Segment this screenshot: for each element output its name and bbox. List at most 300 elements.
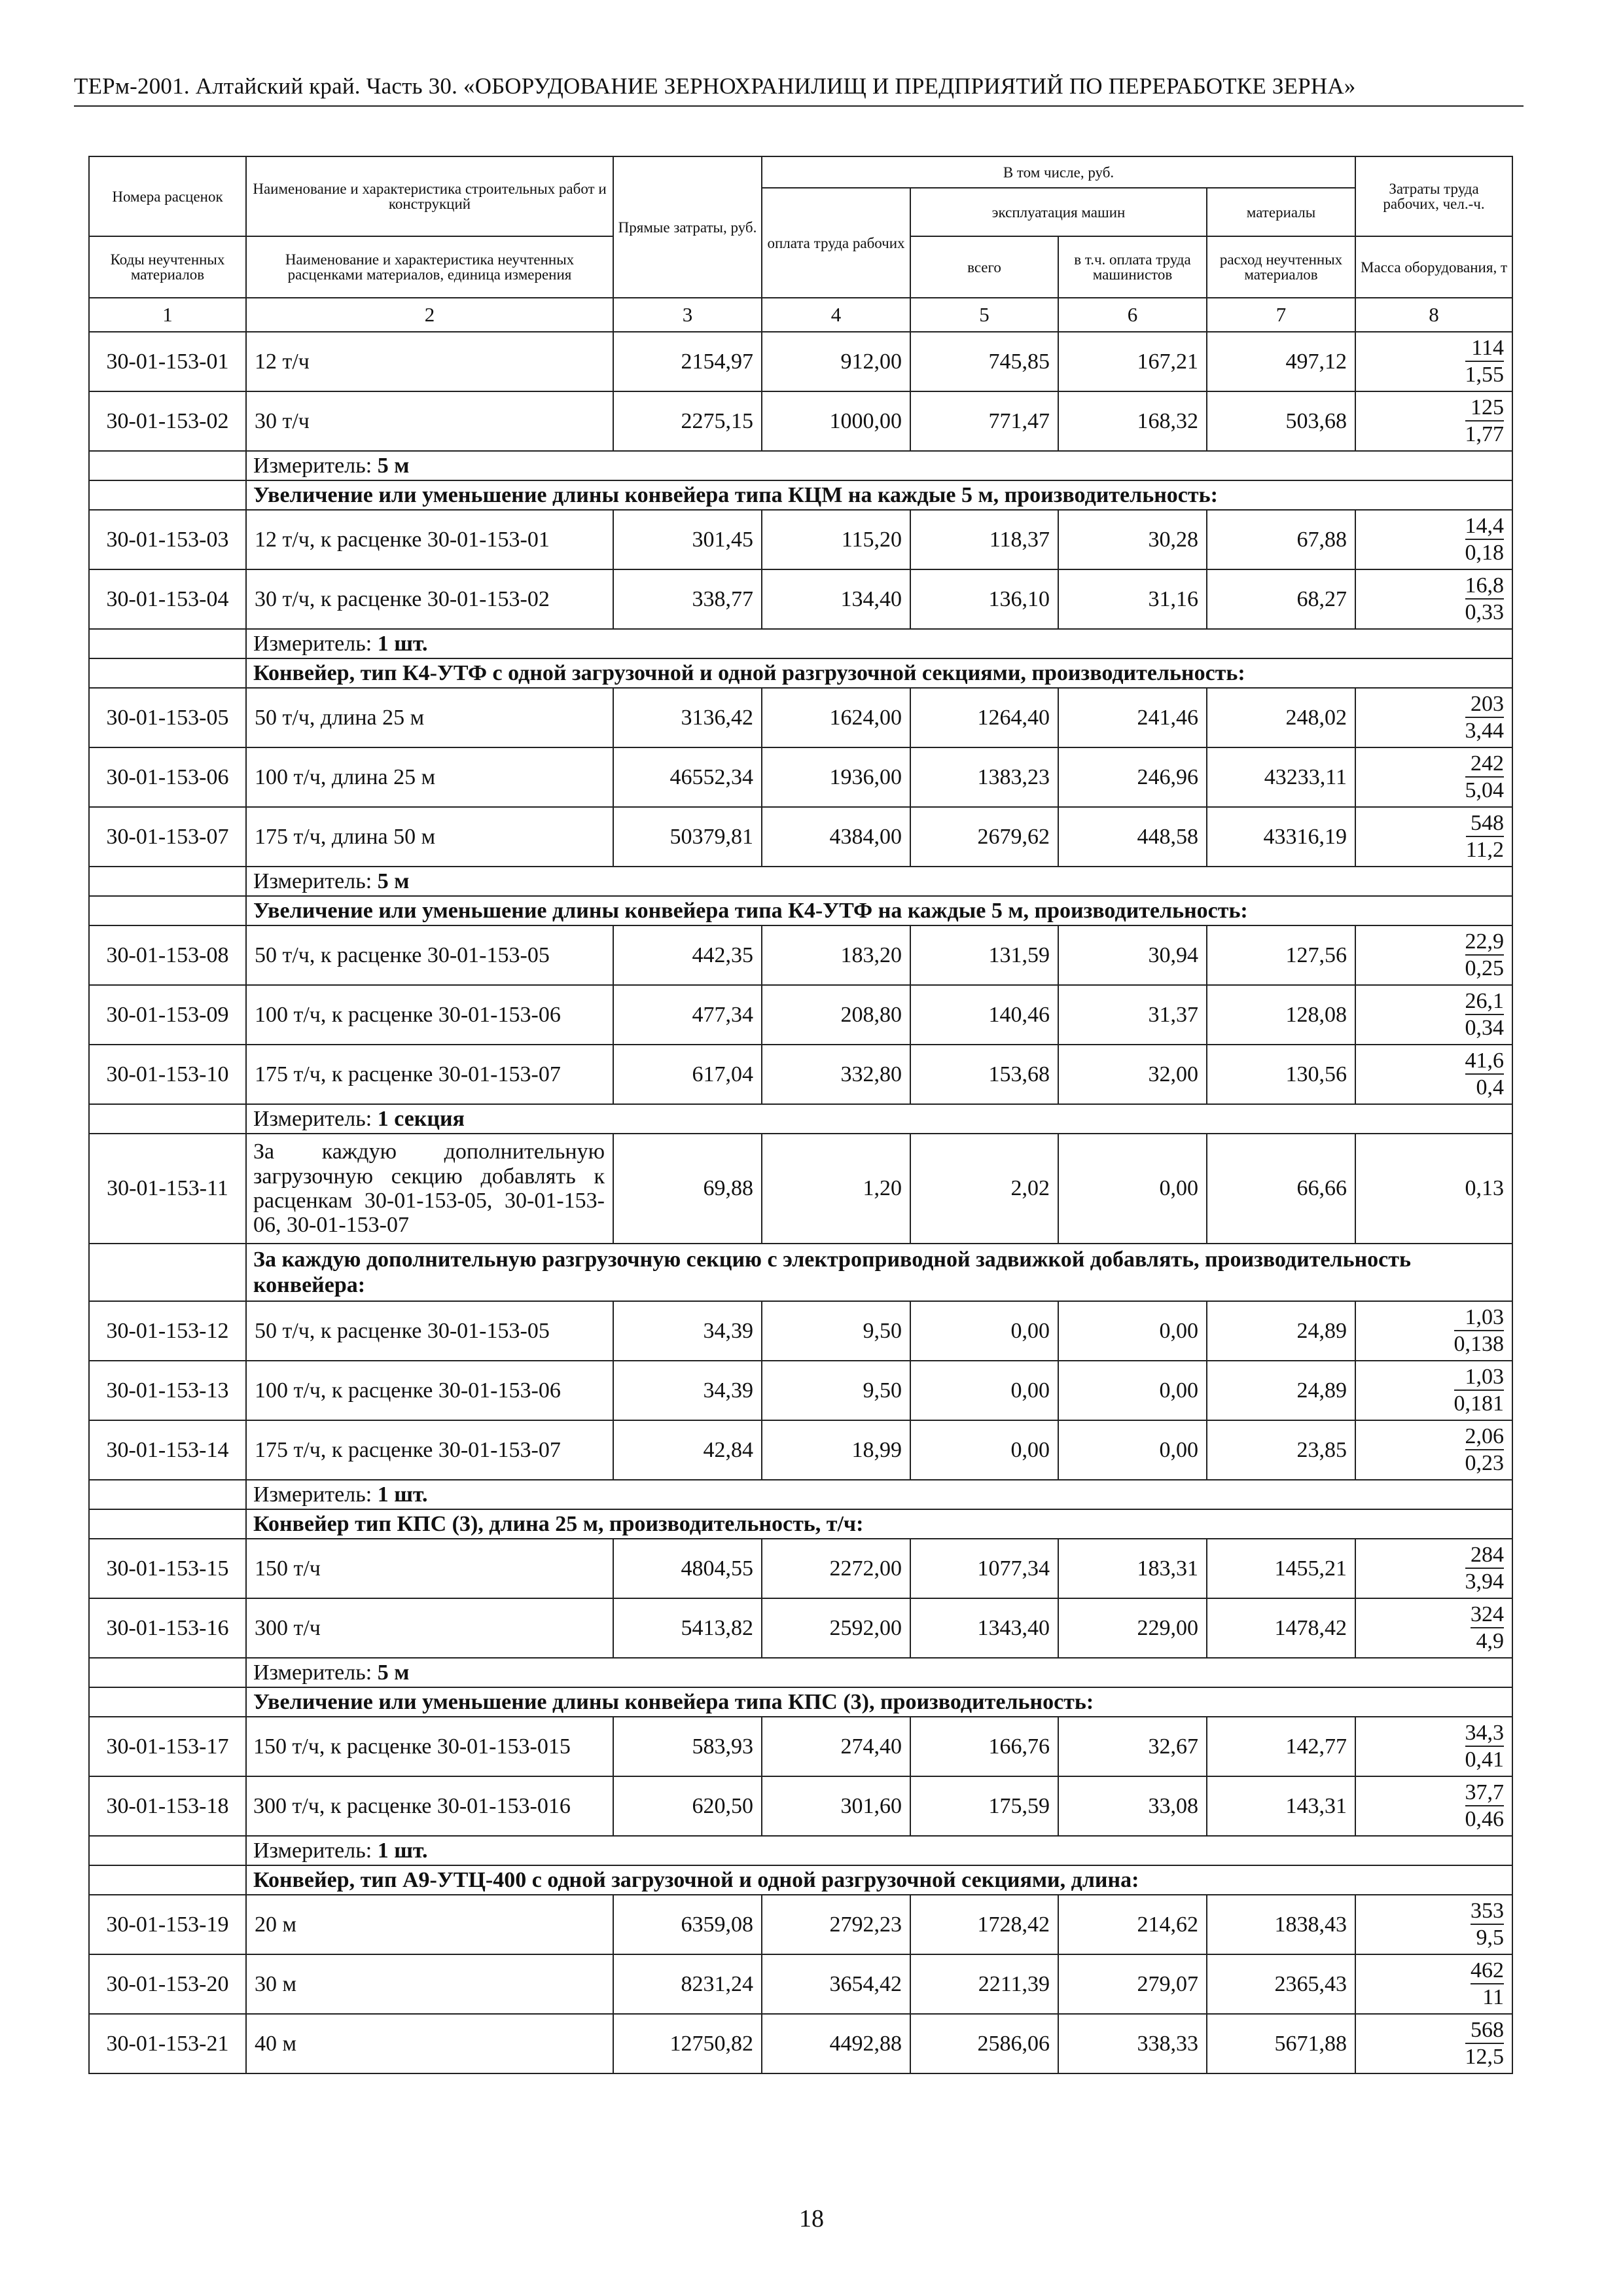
- header-name-top: Наименование и характеристика строительных работ и конструкций: [246, 156, 613, 236]
- measure-spacer: [89, 1480, 246, 1509]
- machines-total: 1264,40: [910, 688, 1058, 747]
- labor-cost-and-mass: [1355, 1954, 1512, 2014]
- measure-value: 5 м: [377, 453, 410, 478]
- measure-label: Измеритель:: [253, 631, 372, 656]
- direct-costs: 617,04: [613, 1045, 762, 1104]
- labor-mass-fraction: [1465, 930, 1505, 980]
- section-heading: Конвейер, тип А9-УТЦ-400 с одной загрузочной и одной разгрузочной секциями, длина:: [246, 1865, 1512, 1895]
- rate-code: 30-01-153-20: [89, 1954, 246, 2014]
- direct-costs: 6359,08: [613, 1895, 762, 1954]
- rate-code: 30-01-153-16: [89, 1598, 246, 1658]
- labor-mass-fraction: [1465, 396, 1505, 446]
- machines-labor-pay: 30,94: [1058, 925, 1207, 985]
- rate-code: 30-01-153-02: [89, 391, 246, 451]
- header-labor-pay: оплата труда рабочих: [762, 188, 910, 298]
- section-heading-row: [89, 1509, 1512, 1539]
- direct-costs: 8231,24: [613, 1954, 762, 2014]
- rate-code: 30-01-153-19: [89, 1895, 246, 1954]
- rate-code: 30-01-153-07: [89, 807, 246, 867]
- machines-total: 175,59: [910, 1776, 1058, 1836]
- equipment-mass: 0,138: [1454, 1331, 1505, 1356]
- measure-row: [89, 1480, 1512, 1509]
- labor-cost-and-mass: [1355, 1717, 1512, 1776]
- labor-cost-and-mass: [1355, 391, 1512, 451]
- direct-costs: 477,34: [613, 985, 762, 1045]
- section-heading-row: [89, 1687, 1512, 1717]
- machines-total: 1383,23: [910, 747, 1058, 807]
- rate-code: 30-01-153-21: [89, 2014, 246, 2073]
- equipment-mass: 3,44: [1465, 718, 1505, 743]
- labor-cost-single: 0,13: [1355, 1134, 1512, 1244]
- machines-labor-pay: 33,08: [1058, 1776, 1207, 1836]
- labor-cost-and-mass: [1355, 1420, 1512, 1480]
- rate-code: 30-01-153-14: [89, 1420, 246, 1480]
- materials: 127,56: [1207, 925, 1355, 985]
- rate-code: 30-01-153-12: [89, 1301, 246, 1361]
- labor-mass-fraction: [1465, 574, 1505, 624]
- labor-mass-fraction: [1465, 1781, 1505, 1831]
- labor-hours: 2,06: [1465, 1425, 1505, 1450]
- table-row: [89, 1361, 1512, 1420]
- equipment-mass: 12,5: [1465, 2044, 1505, 2069]
- rate-name: 150 т/ч: [246, 1539, 613, 1598]
- rate-name: 175 т/ч, к расценке 30-01-153-07: [246, 1420, 613, 1480]
- equipment-mass: 11: [1482, 1984, 1505, 2009]
- column-number: 6: [1058, 298, 1207, 332]
- labor-cost-and-mass: [1355, 807, 1512, 867]
- measure-value: 1 шт.: [377, 1838, 428, 1863]
- table-row: [89, 985, 1512, 1045]
- labor-hours: 22,9: [1465, 930, 1505, 956]
- labor-mass-fraction: [1465, 336, 1505, 386]
- header-labor-cost: Затраты труда рабочих, чел.-ч.: [1355, 156, 1512, 236]
- materials: 143,31: [1207, 1776, 1355, 1836]
- labor-pay: 3654,42: [762, 1954, 910, 2014]
- labor-mass-fraction: [1465, 514, 1505, 564]
- materials: 5671,88: [1207, 2014, 1355, 2073]
- rate-name: 30 т/ч, к расценке 30-01-153-02: [246, 569, 613, 629]
- header-codes-top: Номера расценок: [89, 156, 246, 236]
- machines-total: 2586,06: [910, 2014, 1058, 2073]
- equipment-mass: 0,33: [1465, 600, 1505, 624]
- labor-hours: 41,6: [1465, 1049, 1505, 1075]
- labor-mass-fraction: [1454, 1365, 1505, 1415]
- labor-mass-fraction: [1465, 752, 1505, 802]
- machines-labor-pay: 31,37: [1058, 985, 1207, 1045]
- section-heading-row: [89, 1865, 1512, 1895]
- labor-hours: 114: [1465, 336, 1505, 362]
- table-row: [89, 1045, 1512, 1104]
- direct-costs: 5413,82: [613, 1598, 762, 1658]
- labor-mass-fraction: [1465, 990, 1505, 1039]
- labor-pay: 2272,00: [762, 1539, 910, 1598]
- rate-name: 40 м: [246, 2014, 613, 2073]
- materials: 68,27: [1207, 569, 1355, 629]
- labor-mass-fraction: [1465, 692, 1505, 742]
- labor-cost-and-mass: [1355, 1361, 1512, 1420]
- labor-hours: 324: [1471, 1603, 1504, 1628]
- labor-hours: 26,1: [1465, 990, 1505, 1015]
- materials: 142,77: [1207, 1717, 1355, 1776]
- labor-pay: 4492,88: [762, 2014, 910, 2073]
- materials: 1478,42: [1207, 1598, 1355, 1658]
- machines-labor-pay: 168,32: [1058, 391, 1207, 451]
- measure-spacer: [89, 1104, 246, 1134]
- labor-pay: 208,80: [762, 985, 910, 1045]
- header-name-bottom: Наименование и характеристика неучтенных расценками материалов, единица измерения: [246, 236, 613, 298]
- measure-row: [89, 1836, 1512, 1865]
- rate-name: 30 м: [246, 1954, 613, 2014]
- header-materials-unaccounted: расход неучтенных материалов: [1207, 236, 1355, 298]
- rate-code: 30-01-153-17: [89, 1717, 246, 1776]
- table-row: [89, 1776, 1512, 1836]
- machines-total: 745,85: [910, 332, 1058, 391]
- labor-pay: 301,60: [762, 1776, 910, 1836]
- machines-total: 118,37: [910, 510, 1058, 569]
- equipment-mass: 0,181: [1454, 1391, 1505, 1416]
- table-row: [89, 1420, 1512, 1480]
- rate-name: 175 т/ч, длина 50 м: [246, 807, 613, 867]
- section-spacer: [89, 1865, 246, 1895]
- header-direct-costs: Прямые затраты, руб.: [613, 156, 762, 298]
- materials: 24,89: [1207, 1361, 1355, 1420]
- materials: 43233,11: [1207, 747, 1355, 807]
- labor-cost-and-mass: [1355, 1598, 1512, 1658]
- rate-name: 175 т/ч, к расценке 30-01-153-07: [246, 1045, 613, 1104]
- labor-hours: 14,4: [1465, 514, 1505, 540]
- materials: 24,89: [1207, 1301, 1355, 1361]
- labor-hours: 353: [1471, 1899, 1504, 1925]
- equipment-mass: 0,41: [1465, 1747, 1505, 1772]
- machines-labor-pay: 214,62: [1058, 1895, 1207, 1954]
- section-spacer: [89, 896, 246, 925]
- labor-cost-and-mass: [1355, 688, 1512, 747]
- header-materials: материалы: [1207, 188, 1355, 236]
- table-row: [89, 1954, 1512, 2014]
- materials: 2365,43: [1207, 1954, 1355, 2014]
- rates-table: [88, 156, 1513, 2074]
- machines-labor-pay: 0,00: [1058, 1134, 1207, 1244]
- labor-mass-fraction: [1465, 2018, 1505, 2068]
- labor-mass-fraction: [1454, 1306, 1505, 1355]
- equipment-mass: 9,5: [1476, 1925, 1505, 1950]
- section-heading-row: [89, 480, 1512, 510]
- column-number: 1: [89, 298, 246, 332]
- measure-label: Измеритель:: [253, 1106, 372, 1131]
- table-row: [89, 569, 1512, 629]
- labor-pay: 9,50: [762, 1301, 910, 1361]
- machines-labor-pay: 279,07: [1058, 1954, 1207, 2014]
- measure-cell: [246, 1480, 1512, 1509]
- labor-pay: 274,40: [762, 1717, 910, 1776]
- column-number: 2: [246, 298, 613, 332]
- column-number: 8: [1355, 298, 1512, 332]
- table-row: [89, 391, 1512, 451]
- measure-cell: [246, 1836, 1512, 1865]
- measure-row: [89, 1658, 1512, 1687]
- header-equipment-mass: Масса оборудования, т: [1355, 236, 1512, 298]
- rate-code: 30-01-153-15: [89, 1539, 246, 1598]
- labor-cost-and-mass: [1355, 747, 1512, 807]
- materials: 130,56: [1207, 1045, 1355, 1104]
- direct-costs: 4804,55: [613, 1539, 762, 1598]
- labor-hours: 242: [1465, 752, 1505, 778]
- table-row: [89, 688, 1512, 747]
- measure-row: [89, 451, 1512, 480]
- measure-row: [89, 629, 1512, 658]
- section-spacer: [89, 1244, 246, 1301]
- labor-pay: 1000,00: [762, 391, 910, 451]
- machines-total: 166,76: [910, 1717, 1058, 1776]
- rate-code: 30-01-153-09: [89, 985, 246, 1045]
- direct-costs: 12750,82: [613, 2014, 762, 2073]
- direct-costs: 69,88: [613, 1134, 762, 1244]
- labor-hours: 34,3: [1465, 1721, 1505, 1747]
- direct-costs: 46552,34: [613, 747, 762, 807]
- header-codes-bottom: Коды неучтенных материалов: [89, 236, 246, 298]
- machines-labor-pay: 0,00: [1058, 1301, 1207, 1361]
- table-row: [89, 1301, 1512, 1361]
- direct-costs: 2154,97: [613, 332, 762, 391]
- section-spacer: [89, 658, 246, 688]
- table-row: [89, 1717, 1512, 1776]
- rate-name: 300 т/ч: [246, 1598, 613, 1658]
- header-machines-total: всего: [910, 236, 1058, 298]
- labor-cost-and-mass: [1355, 569, 1512, 629]
- equipment-mass: 0,18: [1465, 540, 1505, 565]
- direct-costs: 2275,15: [613, 391, 762, 451]
- labor-hours: 1,03: [1454, 1365, 1505, 1391]
- column-number: 3: [613, 298, 762, 332]
- rate-name: 12 т/ч, к расценке 30-01-153-01: [246, 510, 613, 569]
- measure-value: 5 м: [377, 1660, 410, 1685]
- table-row: [89, 807, 1512, 867]
- machines-total: 1343,40: [910, 1598, 1058, 1658]
- section-spacer: [89, 480, 246, 510]
- rate-code: 30-01-153-08: [89, 925, 246, 985]
- labor-mass-fraction: [1471, 1959, 1504, 2009]
- labor-hours: 125: [1465, 396, 1505, 422]
- machines-labor-pay: 32,00: [1058, 1045, 1207, 1104]
- column-number: 5: [910, 298, 1058, 332]
- table-row: [89, 747, 1512, 807]
- machines-total: 0,00: [910, 1301, 1058, 1361]
- machines-total: 2679,62: [910, 807, 1058, 867]
- equipment-mass: 0,46: [1465, 1806, 1505, 1831]
- section-heading: Увеличение или уменьшение длины конвейера типа КПС (3), производительность:: [246, 1687, 1512, 1717]
- measure-value: 1 шт.: [377, 1482, 428, 1507]
- labor-mass-fraction: [1465, 1425, 1505, 1475]
- machines-labor-pay: 448,58: [1058, 807, 1207, 867]
- rate-code: 30-01-153-11: [89, 1134, 246, 1244]
- section-heading: Конвейер, тип К4-УТФ с одной загрузочной и одной разгрузочной секциями, производительность:: [246, 658, 1512, 688]
- labor-cost-and-mass: [1355, 1776, 1512, 1836]
- direct-costs: 42,84: [613, 1420, 762, 1480]
- labor-pay: 1,20: [762, 1134, 910, 1244]
- labor-pay: 332,80: [762, 1045, 910, 1104]
- direct-costs: 338,77: [613, 569, 762, 629]
- section-heading-row: [89, 1244, 1512, 1301]
- measure-cell: [246, 1104, 1512, 1134]
- machines-labor-pay: 183,31: [1058, 1539, 1207, 1598]
- measure-value: 1 шт.: [377, 631, 428, 656]
- rate-code: 30-01-153-13: [89, 1361, 246, 1420]
- machines-labor-pay: 246,96: [1058, 747, 1207, 807]
- section-heading: Увеличение или уменьшение длины конвейера типа К4-УТФ на каждые 5 м, производительность:: [246, 896, 1512, 925]
- machines-labor-pay: 167,21: [1058, 332, 1207, 391]
- rate-code: 30-01-153-03: [89, 510, 246, 569]
- labor-pay: 2592,00: [762, 1598, 910, 1658]
- direct-costs: 301,45: [613, 510, 762, 569]
- materials: 43316,19: [1207, 807, 1355, 867]
- measure-spacer: [89, 451, 246, 480]
- header-including: В том числе, руб.: [762, 156, 1355, 188]
- measure-label: Измеритель:: [253, 1482, 372, 1507]
- section-heading: За каждую дополнительную разгрузочную секцию с электроприводной задвижкой добавлять, производительность конвейера:: [246, 1244, 1512, 1301]
- machines-labor-pay: 32,67: [1058, 1717, 1207, 1776]
- rate-name: 100 т/ч, к расценке 30-01-153-06: [246, 985, 613, 1045]
- labor-cost-and-mass: [1355, 925, 1512, 985]
- table-row: [89, 1598, 1512, 1658]
- table-row: [89, 510, 1512, 569]
- machines-labor-pay: 31,16: [1058, 569, 1207, 629]
- labor-mass-fraction: [1465, 1543, 1505, 1593]
- direct-costs: 34,39: [613, 1301, 762, 1361]
- labor-pay: 115,20: [762, 510, 910, 569]
- labor-hours: 1,03: [1454, 1306, 1505, 1331]
- rate-name: 50 т/ч, к расценке 30-01-153-05: [246, 1301, 613, 1361]
- machines-total: 1077,34: [910, 1539, 1058, 1598]
- materials: 497,12: [1207, 332, 1355, 391]
- equipment-mass: 4,9: [1476, 1628, 1505, 1653]
- labor-cost-and-mass: [1355, 510, 1512, 569]
- labor-mass-fraction: [1465, 1049, 1505, 1099]
- measure-value: 5 м: [377, 869, 410, 893]
- labor-cost-and-mass: [1355, 1895, 1512, 1954]
- labor-cost-and-mass: [1355, 1301, 1512, 1361]
- rate-name: 100 т/ч, длина 25 м: [246, 747, 613, 807]
- measure-label: Измеритель:: [253, 869, 372, 893]
- machines-total: 153,68: [910, 1045, 1058, 1104]
- page-number: 18: [799, 2205, 824, 2233]
- table-row: [89, 1134, 1512, 1244]
- rate-name: 100 т/ч, к расценке 30-01-153-06: [246, 1361, 613, 1420]
- measure-row: [89, 1104, 1512, 1134]
- direct-costs: 34,39: [613, 1361, 762, 1420]
- direct-costs: 3136,42: [613, 688, 762, 747]
- measure-spacer: [89, 1658, 246, 1687]
- materials: 66,66: [1207, 1134, 1355, 1244]
- table-row: [89, 925, 1512, 985]
- labor-pay: 2792,23: [762, 1895, 910, 1954]
- labor-mass-fraction: [1471, 1899, 1504, 1949]
- measure-spacer: [89, 867, 246, 896]
- section-heading-row: [89, 658, 1512, 688]
- machines-labor-pay: 30,28: [1058, 510, 1207, 569]
- rate-name: 150 т/ч, к расценке 30-01-153-015: [246, 1717, 613, 1776]
- labor-cost-and-mass: [1355, 985, 1512, 1045]
- labor-pay: 1936,00: [762, 747, 910, 807]
- materials: 128,08: [1207, 985, 1355, 1045]
- labor-cost-and-mass: [1355, 332, 1512, 391]
- labor-pay: 183,20: [762, 925, 910, 985]
- materials: 23,85: [1207, 1420, 1355, 1480]
- machines-total: 136,10: [910, 569, 1058, 629]
- section-heading: Конвейер тип КПС (3), длина 25 м, производительность, т/ч:: [246, 1509, 1512, 1539]
- labor-pay: 18,99: [762, 1420, 910, 1480]
- section-spacer: [89, 1509, 246, 1539]
- labor-mass-fraction: [1466, 812, 1504, 861]
- header-machines-labor: в т.ч. оплата труда машинистов: [1058, 236, 1207, 298]
- equipment-mass: 0,4: [1476, 1075, 1505, 1100]
- measure-cell: [246, 451, 1512, 480]
- column-number: 4: [762, 298, 910, 332]
- equipment-mass: 0,23: [1465, 1450, 1505, 1475]
- rate-name: 300 т/ч, к расценке 30-01-153-016: [246, 1776, 613, 1836]
- labor-hours: 568: [1465, 2018, 1505, 2044]
- machines-total: 1728,42: [910, 1895, 1058, 1954]
- labor-hours: 203: [1465, 692, 1505, 718]
- direct-costs: 583,93: [613, 1717, 762, 1776]
- direct-costs: 50379,81: [613, 807, 762, 867]
- labor-pay: 134,40: [762, 569, 910, 629]
- equipment-mass: 3,94: [1465, 1569, 1505, 1594]
- labor-cost-and-mass: [1355, 1539, 1512, 1598]
- equipment-mass: 1,55: [1465, 362, 1505, 387]
- labor-cost-and-mass: [1355, 2014, 1512, 2073]
- direct-costs: 620,50: [613, 1776, 762, 1836]
- equipment-mass: 0,25: [1465, 956, 1505, 980]
- section-heading-row: [89, 896, 1512, 925]
- machines-labor-pay: 338,33: [1058, 2014, 1207, 2073]
- materials: 67,88: [1207, 510, 1355, 569]
- rate-code: 30-01-153-10: [89, 1045, 246, 1104]
- section-spacer: [89, 1687, 246, 1717]
- rate-code: 30-01-153-06: [89, 747, 246, 807]
- machines-total: 771,47: [910, 391, 1058, 451]
- rate-code: 30-01-153-01: [89, 332, 246, 391]
- labor-pay: 912,00: [762, 332, 910, 391]
- measure-spacer: [89, 1836, 246, 1865]
- materials: 1455,21: [1207, 1539, 1355, 1598]
- measure-row: [89, 867, 1512, 896]
- direct-costs: 442,35: [613, 925, 762, 985]
- labor-hours: 548: [1466, 812, 1504, 837]
- machines-total: 2211,39: [910, 1954, 1058, 2014]
- measure-label: Измеритель:: [253, 453, 372, 478]
- measure-label: Измеритель:: [253, 1660, 372, 1685]
- column-number: 7: [1207, 298, 1355, 332]
- labor-pay: 4384,00: [762, 807, 910, 867]
- machines-total: 131,59: [910, 925, 1058, 985]
- rate-name: 50 т/ч, к расценке 30-01-153-05: [246, 925, 613, 985]
- table-row: [89, 332, 1512, 391]
- machines-labor-pay: 229,00: [1058, 1598, 1207, 1658]
- labor-mass-fraction: [1465, 1721, 1505, 1771]
- rate-code: 30-01-153-04: [89, 569, 246, 629]
- table-row: [89, 1895, 1512, 1954]
- machines-labor-pay: 0,00: [1058, 1361, 1207, 1420]
- materials: 503,68: [1207, 391, 1355, 451]
- measure-cell: [246, 629, 1512, 658]
- machines-total: 0,00: [910, 1420, 1058, 1480]
- equipment-mass: 0,34: [1465, 1015, 1505, 1040]
- rate-name: 30 т/ч: [246, 391, 613, 451]
- section-heading: Увеличение или уменьшение длины конвейера типа КЦМ на каждые 5 м, производительность:: [246, 480, 1512, 510]
- machines-total: 140,46: [910, 985, 1058, 1045]
- table-row: [89, 1539, 1512, 1598]
- labor-pay: 1624,00: [762, 688, 910, 747]
